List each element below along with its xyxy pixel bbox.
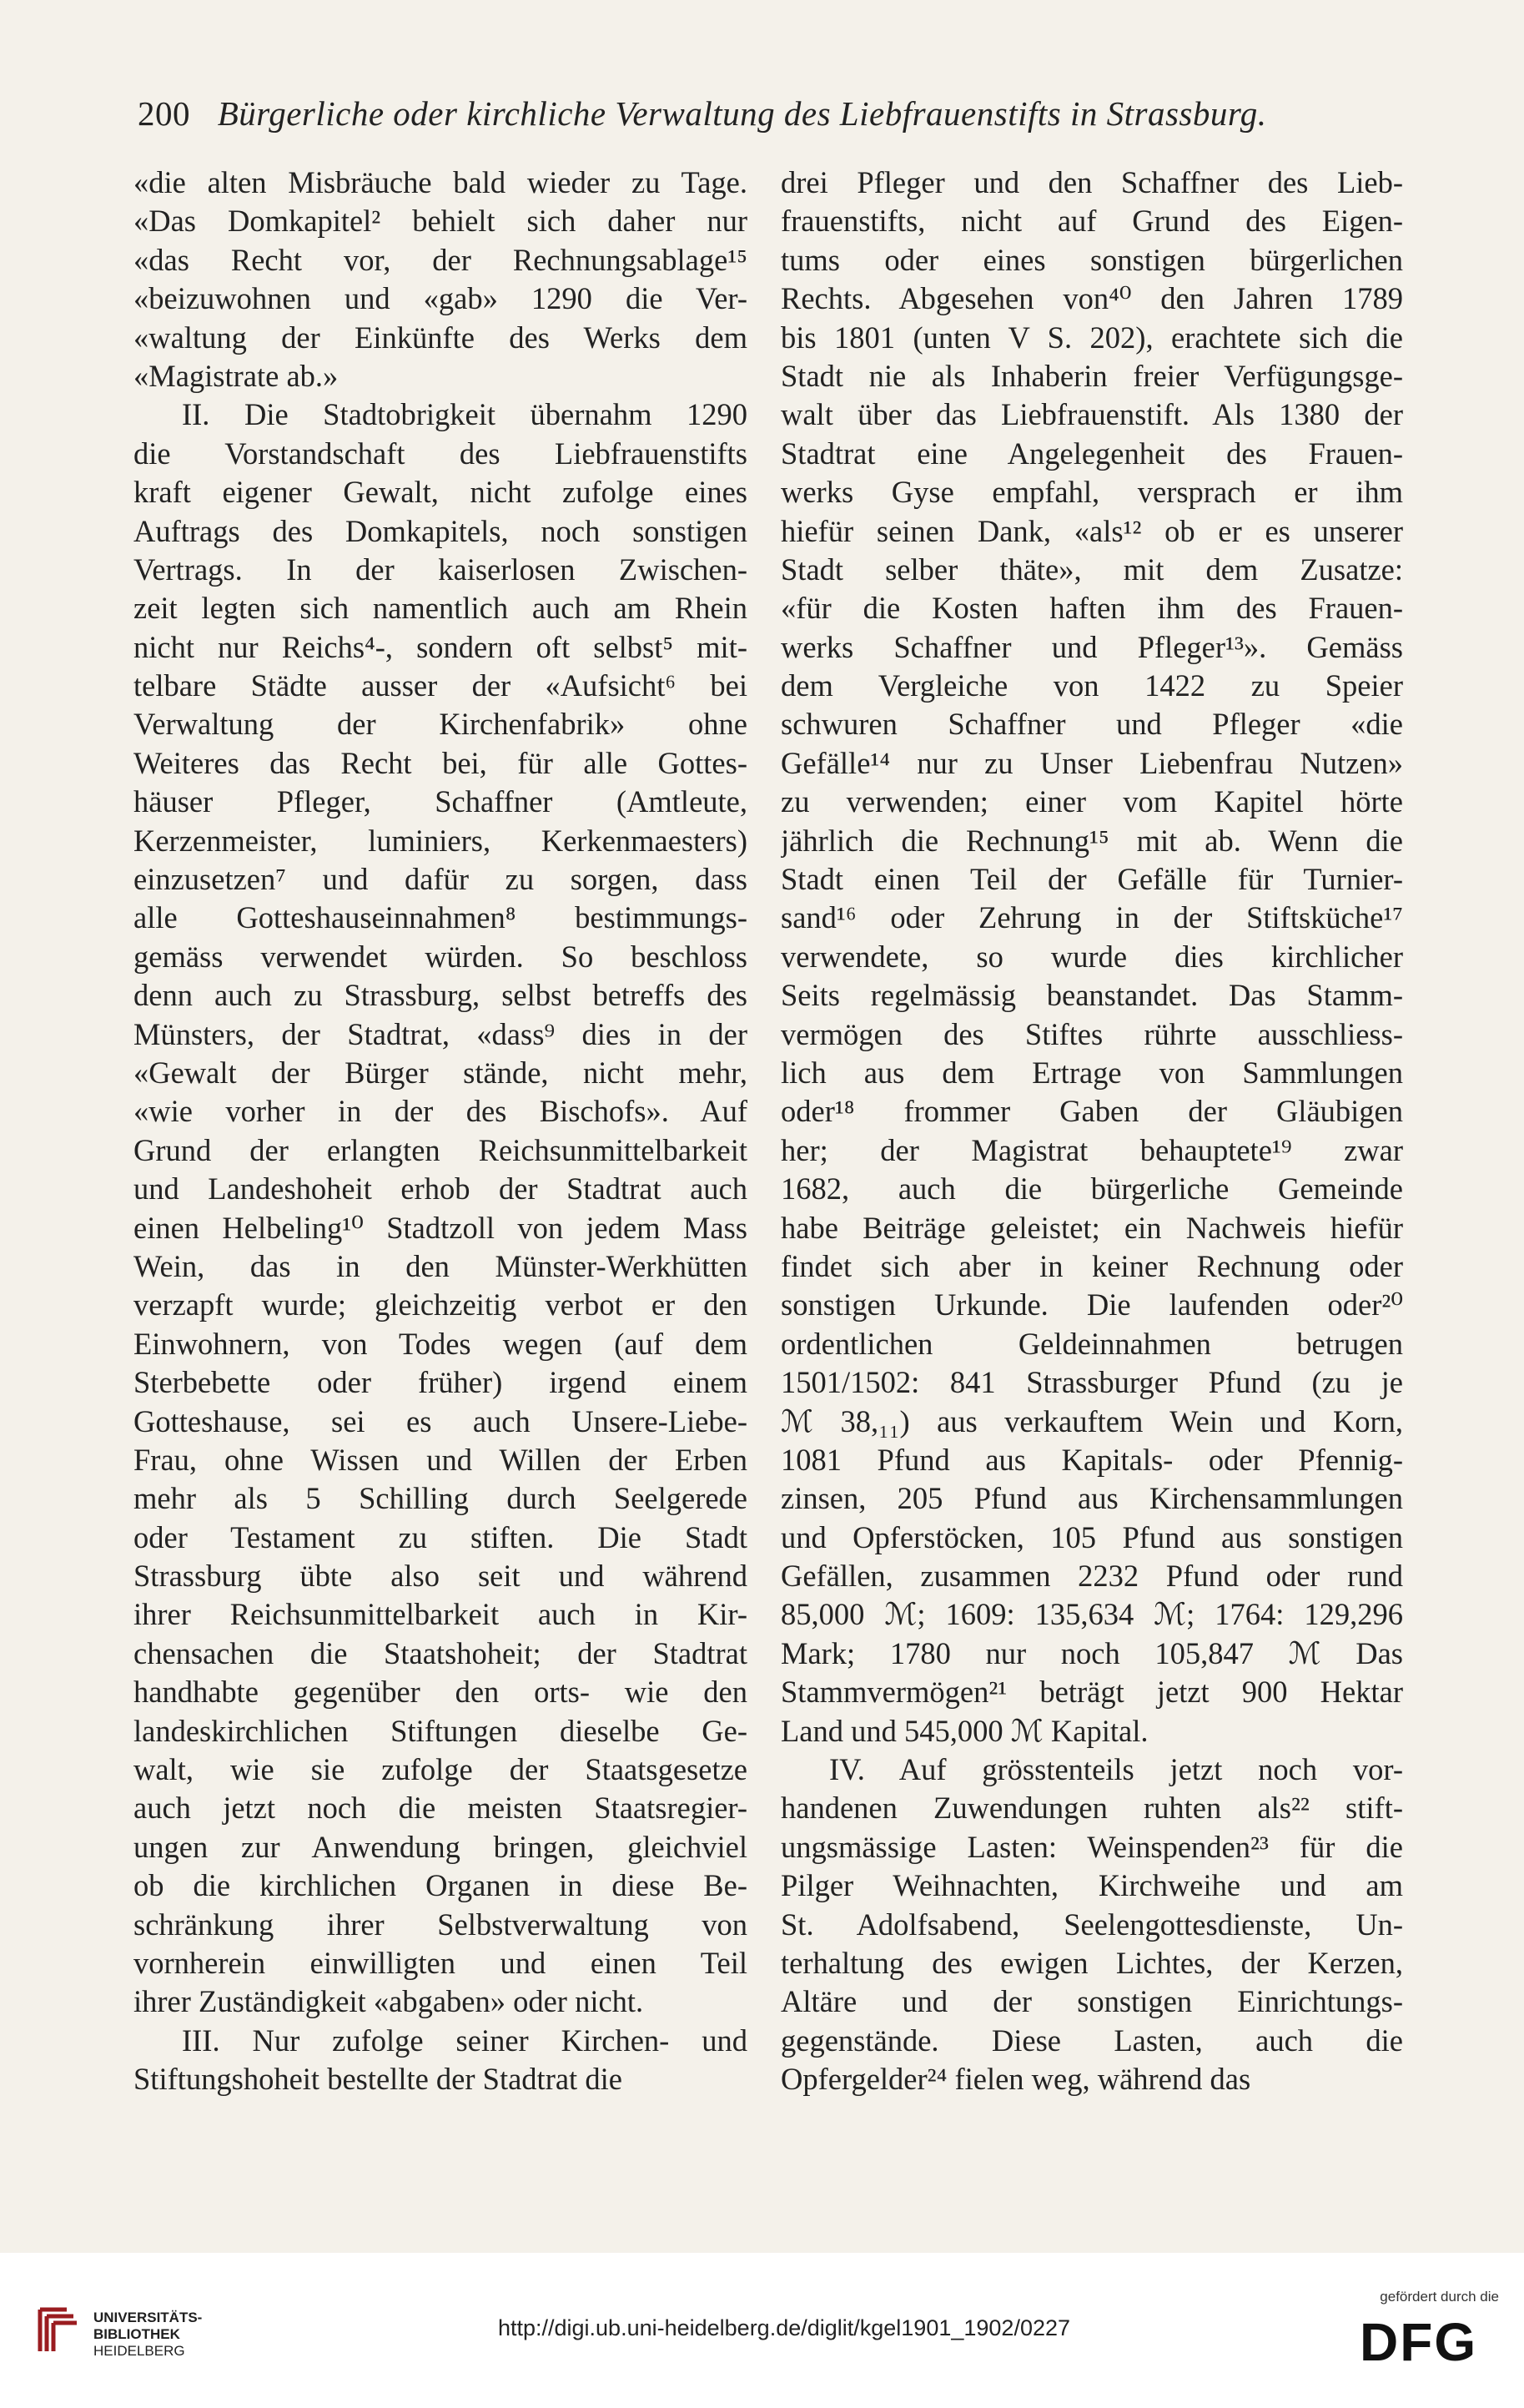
text-line: Wein, das in den Münster-Werkhütten — [133, 1248, 747, 1283]
text-line: einzusetzen⁷ und dafür zu sorgen, dass — [133, 862, 747, 897]
text-line: telbare Städte ausser der «Aufsicht⁶ bei — [133, 668, 747, 703]
text-line: oder¹⁸ frommer Gaben der Gläubigen — [781, 1094, 1403, 1129]
page-number: 200 — [138, 94, 190, 133]
text-line: verwendete, so wurde dies kirchlicher — [781, 939, 1403, 974]
text-line: die Vorstandschaft des Liebfrauenstifts — [133, 436, 747, 471]
text-line: her; der Magistrat behauptete¹⁹ zwar — [781, 1132, 1403, 1167]
text-line: werks Schaffner und Pfleger¹³». Gemäss — [781, 629, 1403, 664]
text-line: 1682, auch die bürgerliche Gemeinde — [781, 1171, 1403, 1207]
text-line: werks Gyse empfahl, versprach er ihm — [781, 475, 1403, 510]
text-line: alle Gotteshauseinnahmen⁸ bestimmungs- — [133, 900, 747, 935]
text-line: lich aus dem Ertrage von Sammlungen — [781, 1055, 1403, 1090]
text-line: Kerzenmeister, luminiers, Kerkenmaesters) — [133, 823, 747, 858]
text-line: Gefälle¹⁴ nur zu Unser Liebenfrau Nutzen» — [781, 745, 1403, 780]
text-line: und Opferstöcken, 105 Pfund aus sonstigen — [781, 1519, 1403, 1554]
text-line: hiefür seinen Dank, «als¹² ob er es unserer — [781, 513, 1403, 548]
text-line: Stadt einen Teil der Gefälle für Turnier- — [781, 862, 1403, 897]
text-line: «Das Domkapitel² behielt sich daher nur — [133, 204, 747, 239]
funded-by-text: gefördert durch die — [1380, 2289, 1499, 2305]
text-line: Opfergelder²⁴ fielen weg, während das — [781, 2062, 1251, 2097]
text-line: frauenstifts, nicht auf Grund des Eigen- — [781, 204, 1403, 239]
text-line: zu verwenden; einer vom Kapitel hörte — [781, 784, 1403, 819]
text-line: Sterbebette oder früher) irgend einem — [133, 1365, 747, 1400]
left-text-column — [133, 164, 747, 2099]
library-logo-icon — [32, 2303, 82, 2358]
text-line: «Gewalt der Bürger stände, nicht mehr, — [133, 1055, 747, 1090]
text-line: gegenstände. Diese Lasten, auch die — [781, 2023, 1403, 2058]
text-line: Frau, ohne Wissen und Willen der Erben — [133, 1442, 747, 1477]
text-line: Stadt nie als Inhaberin freier Verfügungsge- — [781, 358, 1403, 393]
dfg-logo: DFG — [1360, 2312, 1478, 2372]
text-line: schwuren Schaffner und Pfleger «die — [781, 707, 1403, 742]
text-line: Stadt selber thäte», mit dem Zusatze: — [781, 552, 1403, 587]
text-line: ordentlichen Geldeinnahmen betrugen — [781, 1326, 1403, 1361]
text-line: ℳ 38,₁₁) aus verkauftem Wein und Korn, — [781, 1403, 1403, 1438]
text-line: handhabte gegenüber den orts- wie den — [133, 1675, 747, 1710]
text-line: gemäss verwendet würden. So beschloss — [133, 939, 747, 974]
text-line: habe Beiträge geleistet; ein Nachweis hiefür — [781, 1210, 1403, 1245]
text-line: IV. Auf grösstenteils jetzt noch vor- — [829, 1752, 1403, 1787]
text-line: Rechts. Abgesehen von⁴⁰ den Jahren 1789 — [781, 281, 1403, 316]
text-line: ihrer Reichsunmittelbarkeit auch in Kir- — [133, 1597, 747, 1632]
text-line: tums oder eines sonstigen bürgerlichen — [781, 242, 1403, 277]
library-name-line2: BIBLIOTHEK — [93, 2326, 180, 2342]
text-line: oder Testament zu stiften. Die Stadt — [133, 1519, 747, 1554]
text-line: St. Adolfsabend, Seelengottesdienste, Un- — [781, 1907, 1403, 1942]
text-line: verzapft wurde; gleichzeitig verbot er den — [133, 1287, 747, 1322]
text-line: sonstigen Urkunde. Die laufenden oder²⁰ — [781, 1287, 1403, 1322]
text-line: «wie vorher in der des Bischofs». Auf — [133, 1094, 747, 1129]
text-line: bis 1801 (unten V S. 202), erachtete sich die — [781, 320, 1403, 355]
text-line: handenen Zuwendungen ruhten als²² stift- — [781, 1791, 1403, 1826]
text-line: schränkung ihrer Selbstverwaltung von — [133, 1907, 747, 1942]
text-line: Verwaltung der Kirchenfabrik» ohne — [133, 707, 747, 742]
right-text-column — [781, 164, 1403, 2099]
text-line: drei Pfleger und den Schaffner des Lieb- — [781, 165, 1403, 199]
text-line: walt über das Liebfrauenstift. Als 1380 der — [781, 397, 1403, 432]
text-line: Land und 545,000 ℳ Kapital. — [781, 1713, 1149, 1748]
permalink-url[interactable]: http://digi.ub.uni-heidelberg.de/diglit/kgel1901_1902/0227 — [497, 2315, 1071, 2340]
text-line: Seits regelmässig beanstandet. Das Stamm- — [781, 978, 1403, 1013]
text-line: Mark; 1780 nur noch 105,847 ℳ Das — [781, 1635, 1403, 1670]
text-line: einen Helbeling¹⁰ Stadtzoll von jedem Mass — [133, 1210, 747, 1245]
text-line: Münsters, der Stadtrat, «dass⁹ dies in der — [133, 1016, 747, 1051]
text-line: Auftrags des Domkapitels, noch sonstigen — [133, 513, 747, 548]
text-line: auch jetzt noch die meisten Staatsregier- — [133, 1791, 747, 1826]
text-line: Stammvermögen²¹ beträgt jetzt 900 Hektar — [781, 1675, 1403, 1710]
text-line: «beizuwohnen und «gab» 1290 die Ver- — [133, 281, 747, 316]
running-title: Bürgerliche oder kirchliche Verwaltung des Liebfrauenstifts in Strassburg. — [217, 94, 1267, 133]
text-line: terhaltung des ewigen Lichtes, der Kerzen, — [781, 1945, 1403, 1980]
text-line: «Magistrate ab.» — [133, 358, 339, 393]
text-line: vornherein einwilligten und einen Teil — [133, 1945, 747, 1980]
text-line: «für die Kosten haften ihm des Frauen- — [781, 591, 1403, 626]
text-line: landeskirchlichen Stiftungen dieselbe Ge- — [133, 1713, 747, 1748]
text-line: nicht nur Reichs⁴-, sondern oft selbst⁵ mit- — [133, 629, 747, 664]
text-line: Gefällen, zusammen 2232 Pfund oder rund — [781, 1559, 1403, 1594]
library-city: HEIDELBERG — [93, 2343, 185, 2359]
text-line: vermögen des Stiftes rührte ausschliess- — [781, 1016, 1403, 1051]
text-line: Vertrags. In der kaiserlosen Zwischen- — [133, 552, 747, 587]
text-line: zinsen, 205 Pfund aus Kirchensammlungen — [781, 1481, 1403, 1516]
text-line: und Landeshoheit erhob der Stadtrat auch — [133, 1171, 747, 1207]
text-line: ungen zur Anwendung bringen, gleichviel — [133, 1829, 747, 1864]
text-line: «waltung der Einkünfte des Werks dem — [133, 320, 747, 355]
text-line: «die alten Misbräuche bald wieder zu Tage. — [133, 165, 747, 199]
text-line: II. Die Stadtobrigkeit übernahm 1290 — [182, 397, 747, 432]
text-line: sand¹⁶ oder Zehrung in der Stiftsküche¹⁷ — [781, 900, 1403, 935]
text-line: walt, wie sie zufolge der Staatsgesetze — [133, 1752, 747, 1787]
text-line: denn auch zu Strassburg, selbst betreffs des — [133, 978, 747, 1013]
text-line: Gotteshause, sei es auch Unsere-Liebe- — [133, 1403, 747, 1438]
text-line: zeit legten sich namentlich auch am Rhein — [133, 591, 747, 626]
text-line: mehr als 5 Schilling durch Seelgerede — [133, 1481, 747, 1516]
text-line: Altäre und der sonstigen Einrichtungs- — [781, 1984, 1403, 2019]
text-line: Stadtrat eine Angelegenheit des Frauen- — [781, 436, 1403, 471]
text-line: 1081 Pfund aus Kapitals- oder Pfennig- — [781, 1442, 1403, 1477]
text-line: III. Nur zufolge seiner Kirchen- und — [182, 2023, 747, 2058]
text-line: Strassburg übte also seit und während — [133, 1559, 747, 1594]
text-line: häuser Pfleger, Schaffner (Amtleute, — [133, 784, 747, 819]
text-line: dem Vergleiche von 1422 zu Speier — [781, 668, 1403, 703]
text-line: findet sich aber in keiner Rechnung oder — [781, 1248, 1403, 1283]
text-line: Grund der erlangten Reichsunmittelbarkeit — [133, 1132, 747, 1167]
text-line: «das Recht vor, der Rechnungsablage¹⁵ — [133, 242, 747, 277]
running-header — [138, 93, 1322, 133]
text-line: kraft eigener Gewalt, nicht zufolge eines — [133, 475, 747, 510]
library-name — [93, 2310, 202, 2360]
text-line: 85,000 ℳ; 1609: 135,634 ℳ; 1764: 129,296 — [781, 1597, 1403, 1632]
text-line: 1501/1502: 841 Strassburger Pfund (zu je — [781, 1365, 1403, 1400]
text-line: Stiftungshoheit bestellte der Stadtrat die — [133, 2062, 622, 2097]
text-line: Einwohnern, von Todes wegen (auf dem — [133, 1326, 747, 1361]
text-line: ihrer Zuständigkeit «abgaben» oder nicht. — [133, 1984, 644, 2019]
text-line: Pilger Weihnachten, Kirchweihe und am — [781, 1868, 1403, 1903]
text-line: chensachen die Staatshoheit; der Stadtrat — [133, 1635, 747, 1670]
text-line: ungsmässige Lasten: Weinspenden²³ für die — [781, 1829, 1403, 1864]
library-name-line1: UNIVERSITÄTS- — [93, 2310, 203, 2325]
text-line: jährlich die Rechnung¹⁵ mit ab. Wenn die — [781, 823, 1403, 858]
text-line: Weiteres das Recht bei, für alle Gottes- — [133, 745, 747, 780]
text-line: ob die kirchlichen Organen in diese Be- — [133, 1868, 747, 1903]
